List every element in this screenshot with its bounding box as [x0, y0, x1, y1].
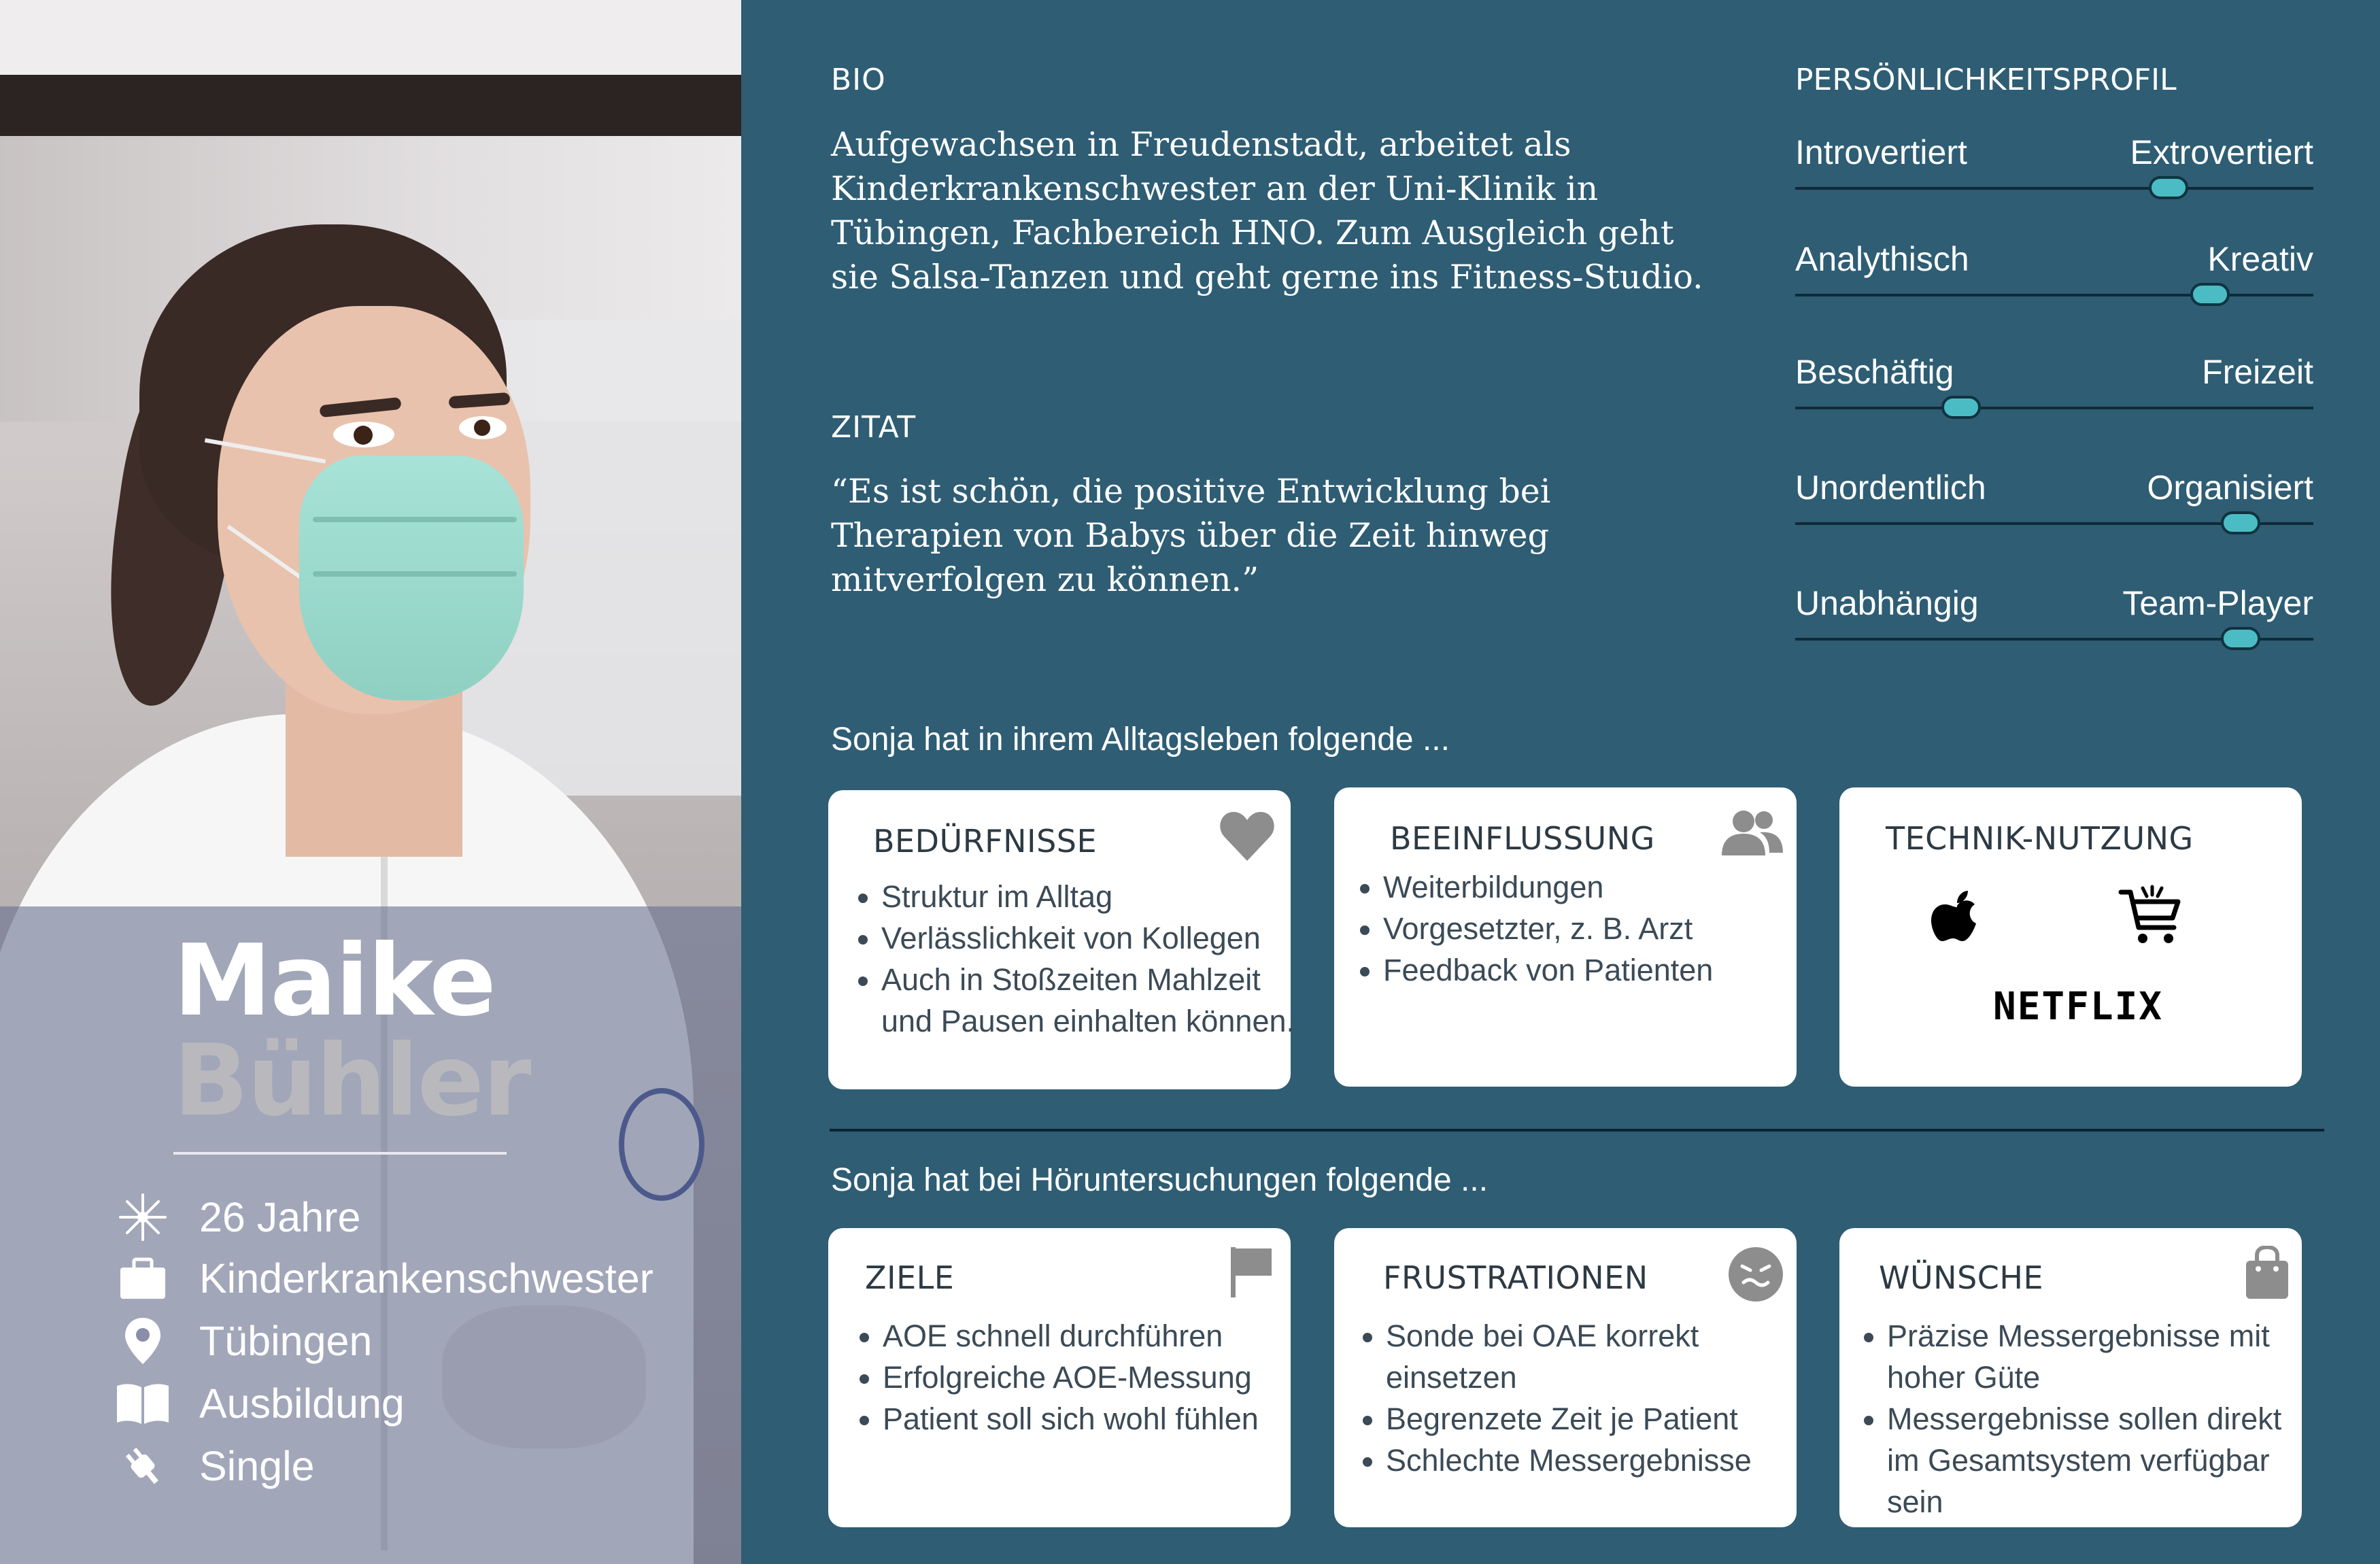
list-item: • Weiterbildungen: [1383, 866, 1805, 908]
trait-knob[interactable]: [2149, 176, 2188, 199]
hearing-tests-intro: Sonja hat bei Höruntersuchungen folgende ...: [831, 1162, 1489, 1198]
shopping-bag-icon: [2245, 1246, 2290, 1304]
trait-left-label: Analythisch: [1795, 240, 1969, 278]
goals-list: [847, 1315, 1304, 1440]
trait-right-label: Extrovertiert: [2130, 133, 2313, 171]
card-title: FRUSTRATIONEN: [1383, 1259, 1648, 1296]
trait-knob[interactable]: [2190, 283, 2230, 306]
name-underline: [173, 1152, 507, 1155]
quote-heading: ZITAT: [831, 410, 917, 445]
trait-track: [1795, 407, 2313, 409]
needs-list: [846, 876, 1303, 1042]
fact-education: [116, 1376, 405, 1431]
fact-relationship: [116, 1439, 315, 1493]
trait-right-label: Freizeit: [2202, 353, 2313, 391]
trait-right-label: Kreativ: [2207, 240, 2313, 278]
fact-text: 26 Jahre: [199, 1194, 361, 1240]
list-item: • Verlässlichkeit von Kollegen: [881, 917, 1303, 959]
trait-knob[interactable]: [2221, 627, 2260, 650]
trait-left-label: Unabhängig: [1795, 584, 1979, 622]
goals-card: [828, 1228, 1291, 1527]
list-item: • Patient soll sich wohl fühlen: [883, 1398, 1304, 1440]
sparkle-icon: [116, 1190, 170, 1244]
wishes-list: [1852, 1315, 2322, 1523]
fact-text: Kinderkrankenschwester: [199, 1255, 653, 1302]
trait-knob[interactable]: [2221, 511, 2260, 534]
trait-left-label: Beschäftig: [1795, 353, 1954, 391]
list-item: • Schlechte Messergebnisse: [1386, 1440, 1814, 1481]
trait-track: [1795, 294, 2313, 296]
apple-logo-icon: [1931, 889, 1983, 954]
personality-heading: PERSÖNLICHKEITSPROFIL: [1795, 63, 2177, 97]
list-item: • Auch in Stoßzeiten Mahlzeit und Pausen einhalten können.: [881, 959, 1303, 1042]
card-title: BEEINFLUSSUNG: [1390, 820, 1655, 857]
card-title: WÜNSCHE: [1879, 1259, 2044, 1296]
list-item: • Sonde bei OAE korrekt einsetzen: [1386, 1315, 1814, 1398]
list-item: • Struktur im Alltag: [881, 876, 1303, 917]
frustrations-list: [1350, 1315, 1814, 1481]
trait-knob[interactable]: [1941, 396, 1981, 419]
shopping-cart-icon: [2118, 883, 2183, 951]
open-book-icon: [116, 1376, 170, 1431]
frustrations-card: [1334, 1228, 1797, 1527]
trait-right-label: Team-Player: [2122, 584, 2313, 622]
daily-life-intro: Sonja hat in ihrem Alltagsleben folgende ...: [831, 721, 1450, 758]
list-item: • Erfolgreiche AOE-Messung: [883, 1357, 1304, 1398]
list-item: • Präzise Messergebnisse mit hoher Güte: [1887, 1315, 2322, 1398]
plug-icon: [116, 1439, 170, 1493]
fact-text: Tübingen: [199, 1318, 373, 1364]
bio-text: Aufgewachsen in Freudenstadt, arbeitet als Kinderkrankenschwester an der Uni-Klinik in Tübingen, Fachbereich HNO. Zum Ausgleich geht sie Salsa-Tanzen und geht gerne ins Fitness-Studio.: [831, 125, 1703, 296]
list-item: • Begrenzete Zeit je Patient: [1386, 1398, 1814, 1440]
influence-list: [1348, 866, 1805, 991]
persona-first-name: Maike: [173, 923, 495, 1038]
frustrated-face-icon: [1727, 1246, 1784, 1306]
wishes-card: [1839, 1228, 2302, 1527]
flag-icon: [1229, 1246, 1273, 1302]
card-title: BEDÜRFNISSE: [873, 823, 1098, 860]
list-item: • Messergebnisse sollen direkt im Gesamtsystem verfügbar sein: [1887, 1398, 2322, 1523]
list-item: • Vorgesetzter, z. B. Arzt: [1383, 908, 1805, 949]
trait-right-label: Organisiert: [2147, 469, 2313, 507]
section-divider: [830, 1129, 2324, 1132]
briefcase-icon: [116, 1251, 170, 1306]
list-item: • AOE schnell durchführen: [883, 1315, 1304, 1357]
fact-age: [116, 1190, 360, 1244]
card-title: TECHNIK-NUTZUNG: [1886, 820, 2194, 857]
influence-card: [1334, 787, 1797, 1087]
location-pin-icon: [116, 1314, 170, 1368]
bio-heading: BIO: [831, 63, 886, 97]
fact-location: [116, 1314, 372, 1368]
people-icon: [1720, 808, 1784, 860]
netflix-logo: NETFLIX: [1993, 985, 2164, 1029]
trait-left-label: Introvertiert: [1795, 133, 1967, 171]
tech-usage-card: [1839, 787, 2302, 1087]
list-item: • Feedback von Patienten: [1383, 949, 1805, 991]
fact-job: [116, 1251, 653, 1306]
trait-left-label: Unordentlich: [1795, 469, 1986, 507]
fact-text: Single: [199, 1443, 315, 1489]
needs-card: [828, 790, 1295, 1089]
heart-icon: [1219, 811, 1276, 866]
fact-text: Ausbildung: [199, 1380, 405, 1427]
trait-track: [1795, 187, 2313, 190]
card-title: ZIELE: [865, 1259, 955, 1296]
quote-text: “Es ist schön, die positive Entwicklung bei Therapien von Babys über die Zeit hinweg mitverfolgen zu können.”: [831, 472, 1551, 599]
persona-last-name: Bühler: [173, 1023, 530, 1138]
